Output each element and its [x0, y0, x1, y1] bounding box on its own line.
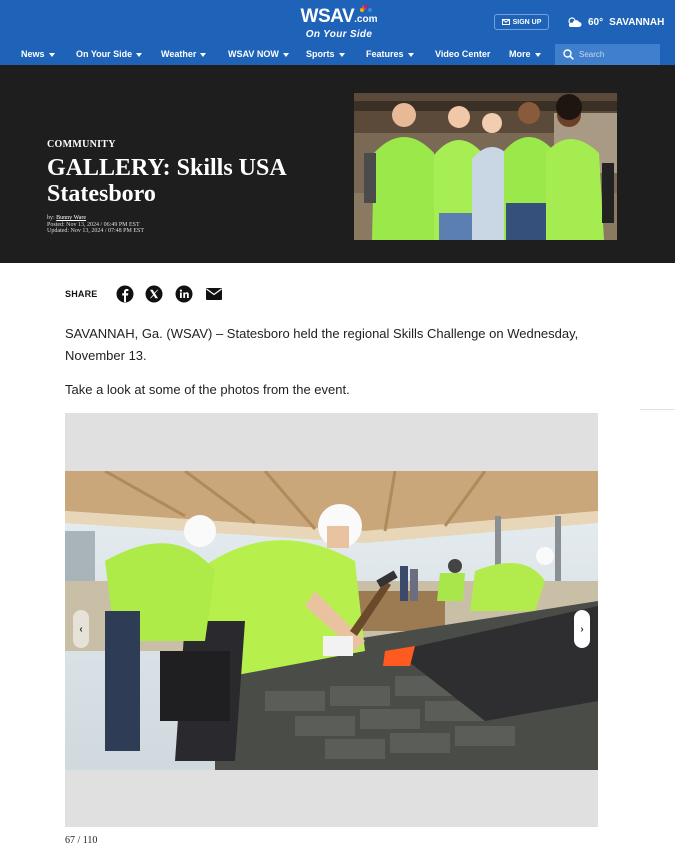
site-header [0, 0, 675, 65]
mail-icon [502, 19, 510, 25]
chevron-down-icon [283, 53, 289, 57]
search-icon [563, 49, 574, 60]
share-label: SHARE [65, 289, 98, 299]
updated-timestamp: Updated: Nov 13, 2024 / 07:48 PM EST [47, 228, 144, 234]
nav-item-news[interactable]: News [21, 44, 55, 65]
wsav-logo[interactable] [297, 7, 381, 40]
nav-item-weather[interactable]: Weather [161, 44, 206, 65]
article-meta [47, 215, 144, 235]
chevron-right-icon: › [580, 623, 584, 635]
x-icon[interactable] [145, 285, 163, 303]
article-paragraph: Take a look at some of the photos from the event. [65, 382, 350, 397]
gallery-prev-button[interactable] [73, 610, 89, 648]
nav-item-wsav-now[interactable]: WSAV NOW [228, 44, 289, 65]
signup-button[interactable] [494, 14, 549, 30]
chevron-down-icon [408, 53, 414, 57]
chevron-down-icon [535, 53, 541, 57]
peacock-logo-icon [360, 4, 372, 12]
posted-timestamp: Posted: Nov 13, 2024 / 06:49 PM EST [47, 221, 140, 228]
chevron-down-icon [136, 53, 142, 57]
email-icon[interactable] [205, 285, 223, 303]
page-title: GALLERY: Skills USA Statesboro [47, 155, 286, 207]
gallery-image[interactable] [65, 471, 598, 770]
nav-item-features[interactable]: Features [366, 44, 414, 65]
nav-item-more[interactable]: More [509, 44, 541, 65]
article-paragraph: SAVANNAH, Ga. (WSAV) – Statesboro held the regional Skills Challenge on Wednesday, November 13. [65, 326, 579, 363]
gallery-next-button[interactable] [574, 610, 590, 648]
linkedin-icon[interactable] [175, 285, 193, 303]
search-box[interactable] [555, 44, 660, 65]
article-category[interactable]: COMMUNITY [47, 139, 116, 150]
signup-label: SIGN UP [512, 18, 542, 26]
chevron-left-icon: ‹ [79, 623, 83, 635]
partly-cloudy-icon [566, 16, 582, 28]
nav-item-sports[interactable]: Sports [306, 44, 345, 65]
article-hero [0, 65, 675, 263]
weather-temp: 60° [588, 16, 604, 28]
author-link[interactable]: Bunny Ware [56, 215, 87, 221]
hero-image [354, 93, 617, 240]
nav-item-on-your-side[interactable]: On Your Side [76, 44, 142, 65]
gallery-counter: 67 / 110 [65, 835, 98, 846]
logo-tagline: On Your Side [305, 29, 373, 40]
chevron-down-icon [200, 53, 206, 57]
facebook-icon[interactable] [116, 285, 134, 303]
weather-widget[interactable] [566, 14, 664, 30]
search-input[interactable] [579, 50, 654, 59]
weather-city: SAVANNAH [609, 16, 665, 28]
logo-main-text: WSAV [300, 6, 355, 27]
logo-dotcom-text: .com [354, 14, 378, 25]
photo-gallery [65, 413, 598, 827]
chevron-down-icon [339, 53, 345, 57]
byline-prefix: by: [47, 215, 55, 221]
nav-item-video-center[interactable]: Video Center [435, 49, 491, 59]
divider [640, 409, 675, 410]
chevron-down-icon [49, 53, 55, 57]
